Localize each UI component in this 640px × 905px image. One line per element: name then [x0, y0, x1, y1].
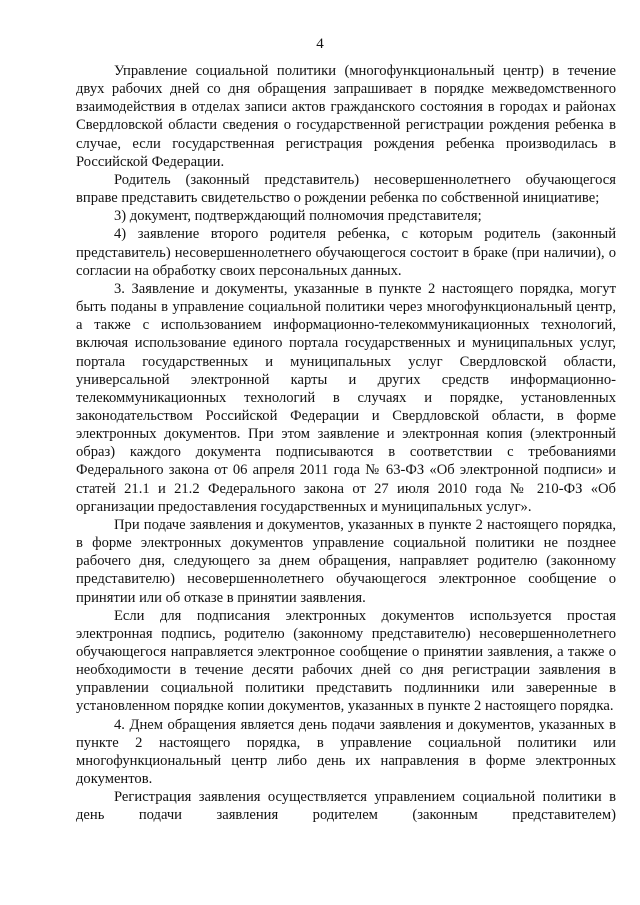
paragraph: 3. Заявление и документы, указанные в пункте 2 настоящего порядка, могут быть поданы в управление социальной политики через многофункциональный центр, а также с использованием информационно-телекоммуникационных технологий, включая использование единого портала государственных и муниципальных услуг, портала государственных и муниципальных услуг Свердловской области, универсальной электронной карты и других средств информационно-телекоммуникационных технологий в случаях и порядке, установленных законодательством Российской Федерации и Свердловской области, в форме электронных документов. При этом заявление и электронная копия (электронный образ) каждого документа подписываются в соответствии с требованиями Федерального закона от 06 апреля 2011 года № 63-ФЗ «Об электронной подписи» и статей 21.1 и 21.2 Федерального закона от 27 июля 2010 года № 210-ФЗ «Об организации предоставления государственных и муниципальных услуг».: [76, 280, 616, 515]
paragraph: Управление социальной политики (многофункциональный центр) в течение двух рабочих дней со дня обращения запрашивает в порядке межведомственного взаимодействия в отделах записи актов гражданского состояния в городах и районах Свердловской области сведения о государственной регистрации рождения ребенка в случае, если государственная регистрация рождения ребенка производилась в Российской Федерации.: [76, 63, 616, 170]
paragraph: 4. Днем обращения является день подачи заявления и документов, указанных в пункте 2 настоящего порядка, в управление социальной политики или многофункциональный центр либо день их направления в форме электронных документов.: [76, 716, 616, 788]
paragraph: Регистрация заявления осуществляется управлением социальной политики в день подачи заявления родителем (законным представителем): [76, 789, 616, 824]
paragraph: 3) документ, подтверждающий полномочия представителя;: [114, 208, 482, 225]
page-number: 4: [316, 36, 324, 52]
paragraph: При подаче заявления и документов, указанных в пункте 2 настоящего порядка, в форме электронных документов управление социальной политики не позднее рабочего дня, следующего за днем обращения, направляет родителю (законному представителю) несовершеннолетнего обучающегося электронное сообщение о принятии или об отказе в принятии заявления.: [76, 516, 616, 606]
document-body: [76, 62, 616, 825]
paragraph: 4) заявление второго родителя ребенка, с которым родитель (законный представитель) несовершеннолетнего обучающегося состоит в браке (при наличии), о согласии на обработку своих персональных данных.: [76, 226, 616, 279]
paragraph: Родитель (законный представитель) несовершеннолетнего обучающегося вправе представить свидетельство о рождении ребенка по собственной инициативе;: [76, 171, 616, 207]
paragraph: Если для подписания электронных документов используется простая электронная подпись, родителю (законному представителю) несовершеннолетнего обучающегося направляется электронное сообщение о принятии заявления, а также о необходимости в течение десяти рабочих дней со дня регистрации заявления в управлении социальной политики представить подлинники или заверенные в установленном порядке копии документов, указанных в пункте 2 настоящего порядка.: [76, 607, 616, 715]
